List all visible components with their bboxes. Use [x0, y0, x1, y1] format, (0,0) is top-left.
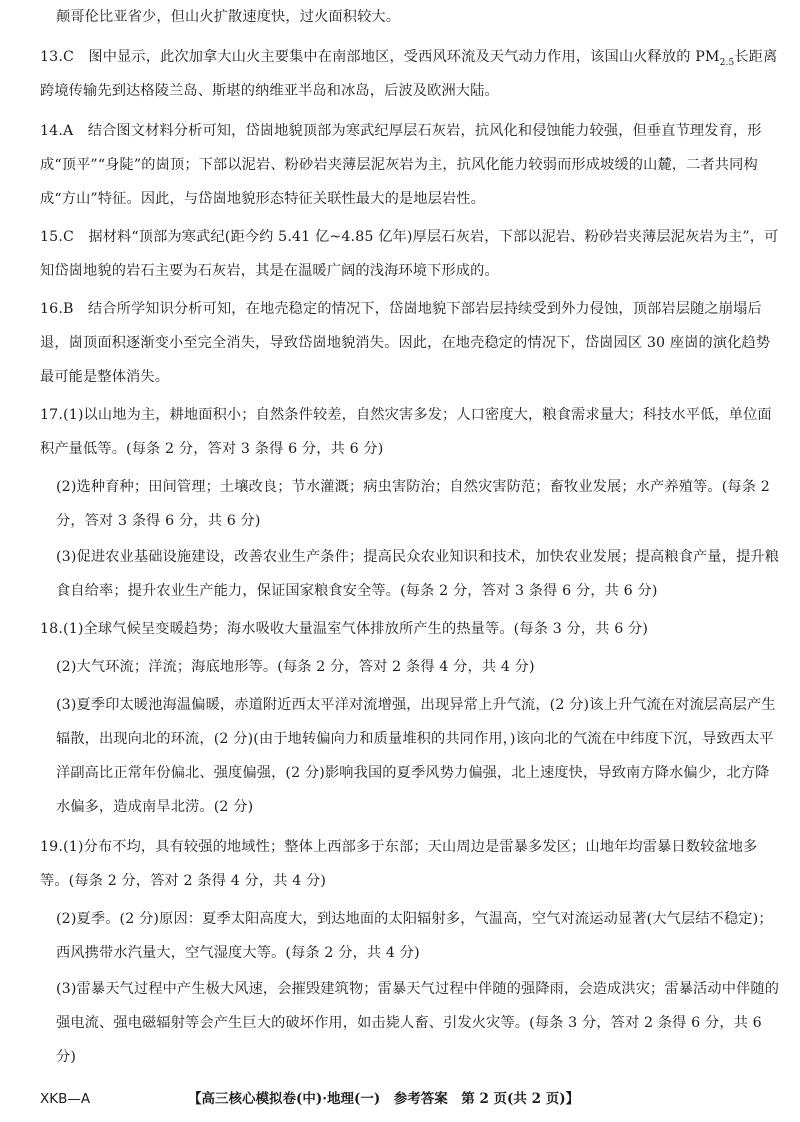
answer-19-part-2: (2)夏季。(2 分)原因：夏季太阳高度大，到达地面的太阳辐射多，气温高，空气对流运动显著(大气层结不稳定)；西风携带水汽量大，空气湿度大等。(每条 2 分，共 4 分): [56, 911, 773, 961]
answer-17-part-2: (2)选种育种；田间管理；土壤改良；节水灌溉；病虫害防治；自然灾害防范；畜牧业发展；水产养殖等。(每条 2 分，答对 3 条得 6 分，共 6 分): [56, 479, 770, 529]
continued-line: 颠哥伦比亚省少，但山火扩散速度快，过火面积较大。: [56, 9, 401, 25]
answer-16: 16.B 结合所学知识分析可知，在地壳稳定的情况下，岱崮地貌下部岩层持续受到外力侵蚀，顶部岩层随之崩塌后退，崮顶面积逐渐变小至完全消失，导致岱崮地貌消失。因此，在地壳稳定的情况下，岱崮园区 30 座崮的演化趋势最可能是整体消失。: [40, 301, 771, 385]
answer-19-part-1: 19.(1)分布不均，具有较强的地域性；整体上西部多于东部；天山周边是雷暴多发区；山地年均雷暴日数较盆地多等。(每条 2 分，答对 2 条得 4 分，共 4 分): [40, 839, 758, 889]
pm-subscript: 2.5: [719, 57, 735, 68]
answer-13-text: 13.C 图中显示，此次加拿大山火主要集中在南部地区，受西风环流及天气动力作用，该国山火释放的 PM: [40, 49, 720, 65]
paper-code: XKB—A: [40, 1091, 91, 1107]
answer-18-part-3: (3)夏季印太暖池海温偏暖，赤道附近西太平洋对流增强，出现异常上升气流，(2 分)该上升气流在对流层高层产生辐散，出现向北的环流，(2 分)(由于地转偏向力和质量堆积的共同作用，)该向北的气流在中纬度下沉，导致西太平洋副高比正常年份偏北、强度偏强，(2 分)影响我国的夏季风势力偏强，北上速度快，导致南方降水偏少，北方降水偏多，造成南旱北涝。(2 分): [56, 697, 776, 815]
answer-17-part-3: (3)促进农业基础设施建设，改善农业生产条件；提高民众农业知识和技术，加快农业发展；提高粮食产量，提升粮食自给率；提升农业生产能力，保证国家粮食安全等。(每条 2 分，答对 3 条得 6 分，共 6 分): [56, 549, 780, 599]
answer-13: [40, 40, 780, 108]
answer-13-tail: 长距离跨境传输先到达格陵兰岛、斯堪的纳维亚半岛和冰岛，后波及欧洲大陆。: [40, 49, 778, 99]
answer-14: 14.A 结合图文材料分析可知，岱崮地貌顶部为寒武纪厚层石灰岩，抗风化和侵蚀能力较强，但垂直节理发育，形成“顶平”“身陡”的崮顶；下部以泥岩、粉砂岩夹薄层泥灰岩为主，抗风化能力较弱而形成坡缓的山麓，二者共同构成“方山”特征。因此，与岱崮地貌形态特征关联性最大的是地层岩性。: [40, 123, 762, 207]
answer-17-part-1: 17.(1)以山地为主，耕地面积小；自然条件较差，自然灾害多发；人口密度大，粮食需求量大；科技水平低，单位面积产量低等。(每条 2 分，答对 3 条得 6 分，共 6 分): [40, 407, 772, 457]
answer-19-part-3: (3)雷暴天气过程中产生极大风速，会摧毁建筑物；雷暴天气过程中伴随的强降雨，会造成洪灾；雷暴活动中伴随的强电流、强电磁辐射等会产生巨大的破坏作用，如击毙人畜、引发火灾等。(每条 3 分，答对 2 条得 6 分，共 6 分): [56, 981, 780, 1065]
answer-18-part-2: (2)大气环流；洋流；海底地形等。(每条 2 分，答对 2 条得 4 分，共 4 分): [56, 659, 535, 675]
page-footer: [40, 1087, 780, 1111]
answer-15: 15.C 据材料“顶部为寒武纪(距今约 5.41 亿~4.85 亿年)厚层石灰岩，下部以泥岩、粉砂岩夹薄层泥灰岩为主”，可知岱崮地貌的岩石主要为石灰岩，其是在温暖广阔的浅海环境下形成的。: [40, 229, 779, 279]
footer-title: 【高三核心模拟卷(中)·地理(一) 参考答案 第 2 页(共 2 页)】: [188, 1091, 580, 1107]
answer-18-part-1: 18.(1)全球气候呈变暖趋势；海水吸收大量温室气体排放所产生的热量等。(每条 3 分，共 6 分): [40, 621, 649, 637]
